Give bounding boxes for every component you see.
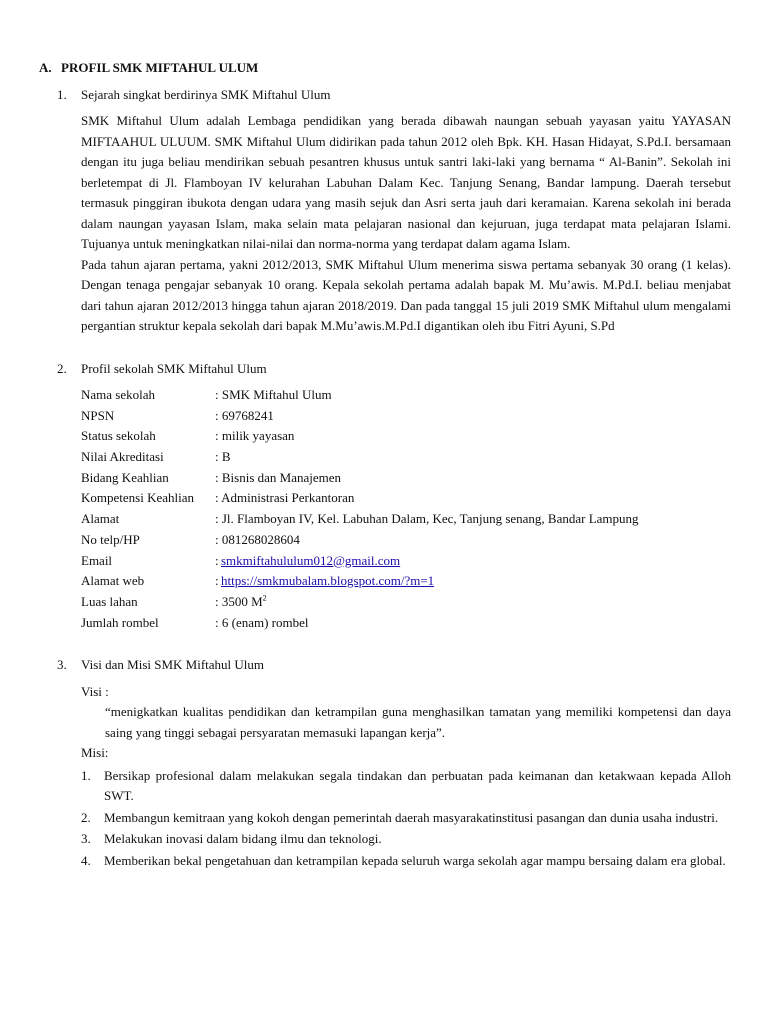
list-item [59,829,731,850]
profile-value [215,592,731,613]
mission-text: Memberikan bekal pengetahuan dan ketrampilan kepada seluruh warga sekolah agar mampu bersaing dalam era global. [104,852,726,868]
profile-value: : 081268028604 [215,531,300,547]
item-title: Profil sekolah SMK Miftahul Ulum [81,360,267,376]
item-heading-profile [57,359,731,380]
profile-value: : 6 (enam) rombel [215,614,309,630]
profile-label: No telp/HP [81,531,140,547]
profile-row [81,385,731,406]
profile-value: : Jl. Flamboyan IV, Kel. Labuhan Dalam, Kec, Tanjung senang, Bandar Lampung [215,511,639,527]
mission-text: Melakukan inovasi dalam bidang ilmu dan teknologi. [104,831,382,847]
profile-value: : B [215,449,231,465]
profile-label: NPSN [81,407,115,423]
item-number: 2. [57,360,67,376]
item-title: Sejarah singkat berdirinya SMK Miftahul Ulum [81,86,331,102]
profile-label: Jumlah rombel [81,614,159,630]
profile-row-email [81,551,731,572]
history-paragraph-2: Pada tahun ajaran pertama, yakni 2012/2013, SMK Miftahul Ulum menerima siswa pertama sebanyak 30 orang (1 kelas). Dengan tenaga pengajar sebanyak 10 orang. Kepala sekolah pertama adalah bapak M. Mu’awis. M.Pd.I. beliau menjabat dari tahun ajaran 2012/2013 hingga tahun ajaran 2018/2019. Dan pada tanggal 15 juli 2019 SMK Miftahul ulum mengalami pergantian struktur kepala sekolah dari bapak M.Mu’awis.M.Pd.I digantikan oleh ibu Fitri Ayuni, S.Pd [81,256,731,333]
profile-label: Nilai Akreditasi [81,449,164,465]
vision-mission-section [81,682,731,764]
vision-label: Visi : [81,683,109,699]
profile-colon: : [215,552,219,568]
list-item [59,851,731,872]
mission-text: Bersikap profesional dalam melakukan segala tindakan dan perbuatan pada keimanan dan ketakwaan kepada Alloh SWT. [104,767,731,804]
land-unit-superscript: 2 [262,593,267,603]
section-heading [39,58,731,79]
profile-row-rombel [81,613,731,634]
mission-label: Misi: [81,745,109,761]
profile-label: Status sekolah [81,428,156,444]
item-number: 3. [57,657,67,673]
section-letter: A. [39,60,52,75]
mission-number: 4. [81,852,91,868]
item-heading-history [57,85,731,106]
section-title: PROFIL SMK MIFTAHUL ULUM [61,60,259,75]
profile-value: : 69768241 [215,407,274,423]
website-link[interactable]: https://smkmubalam.blogspot.com/?m=1 [221,573,435,589]
list-item [59,766,731,807]
profile-label: Nama sekolah [81,387,156,402]
profile-label: Alamat [81,511,120,527]
mission-number: 2. [81,809,91,825]
item-heading-vision-mission [57,655,731,676]
history-paragraph-1: SMK Miftahul Ulum adalah Lembaga pendidikan yang berada dibawah naungan sebuah yayasan yaitu YAYASAN MIFTAAHUL ULUUM. SMK Miftahul Ulum didirikan pada tahun 2012 oleh Bpk. KH. Hasan Hidayat, S.Pd.I. bersamaan dengan itu juga beliau mendirikan sebuah pesantren khusus untuk santri laki-laki yang bernama “ Al-Banin”. Sekolah ini berletempat di Jl. Flamboyan IV kelurahan Labuhan Dalam Kec. Tanjung Senang, Bandar lampung. Daerah tersebut termasuk pinggiran ibukota dengan udara yang masih sejuk dan Asri serta jauh dari keramaian. Karena sekolah ini berada dalam naungan yayasan Islam, maka selain mata pelajaran nasional dan kejuruan, juga terdapat mata pelajaran Islami. Tujuanya untuk meningkatkan nilai-nilai dan norma-norma yang terdapat dalam agama Islam. [81,113,731,251]
profile-label: Email [81,552,113,568]
mission-number: 3. [81,831,91,847]
profile-label: Kompetensi Keahlian [81,490,194,506]
profile-label: Alamat web [81,573,145,589]
profile-row-web [81,571,731,592]
profile-row [81,447,731,468]
profile-row [81,530,731,551]
history-section [81,111,731,337]
profile-row [81,488,731,509]
mission-list [59,766,731,872]
mission-number: 1. [81,767,91,783]
profile-value: : Administrasi Perkantoran [215,490,355,506]
profile-row [81,468,731,489]
mission-text: Membangun kemitraan yang kokoh dengan pemerintah daerah masyarakatinstitusi pasangan dan dunia usaha industri. [104,809,719,825]
profile-row [81,406,731,427]
vision-text: “menigkatkan kualitas pendidikan dan ketrampilan guna menghasilkan tamatan yang memiliki kompetensi dan daya saing yang tinggi sebagai persyaratan memasuki lapangan kerja”. [105,704,731,740]
email-link[interactable]: smkmiftahululum012@gmail.com [221,552,401,568]
profile-colon: : [215,573,219,589]
profile-row [81,426,731,447]
profile-row [81,509,731,530]
land-area: : 3500 M [215,593,263,609]
item-title: Visi dan Misi SMK Miftahul Ulum [81,657,265,673]
list-item [59,808,731,829]
profile-value: : milik yayasan [215,428,295,444]
profile-value: : SMK Miftahul Ulum [215,387,332,402]
profile-row-land [81,592,731,613]
profile-label: Luas lahan [81,593,138,609]
profile-label: Bidang Keahlian [81,469,169,485]
profile-value: : Bisnis dan Manajemen [215,469,342,485]
profile-table [81,385,731,633]
item-number: 1. [57,86,67,102]
